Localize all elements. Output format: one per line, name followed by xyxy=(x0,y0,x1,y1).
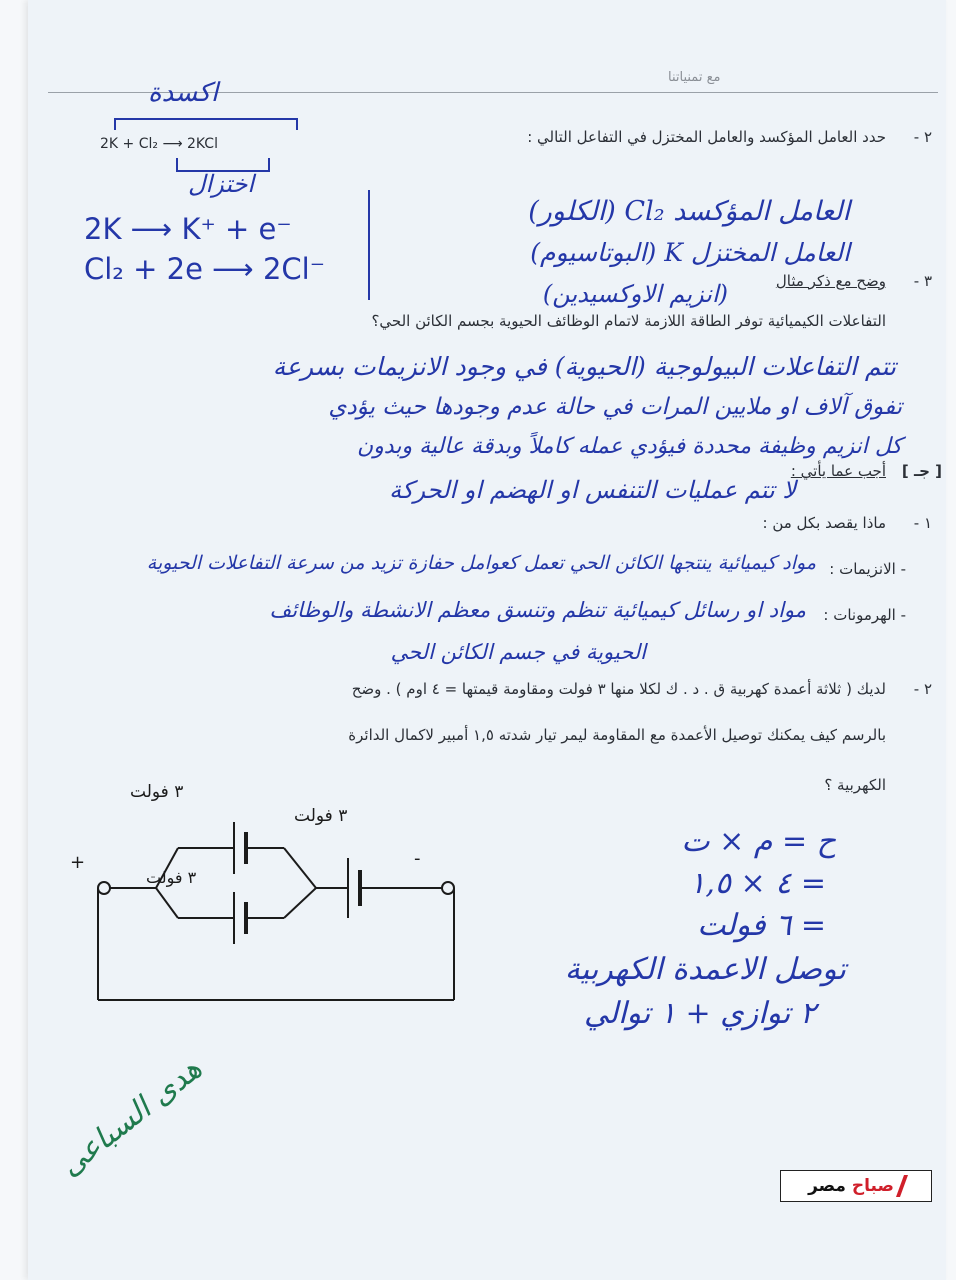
answer-divider xyxy=(368,190,370,300)
half-equation-1: 2K ⟶ K⁺ + e⁻ xyxy=(84,212,292,246)
c-q2-line3: الكهربية ؟ xyxy=(824,776,886,794)
circuit-diagram xyxy=(58,770,478,1020)
hormones-answer-1: مواد او رسائل كيميائية تنظم وتنسق معظم الانشطة والوظائف xyxy=(269,598,806,622)
q3-answer-line3: كل انزيم وظيفة محددة فيؤدي عمله كاملاً وبدقة عالية وبدون xyxy=(357,434,902,459)
terminal-left-sign: + xyxy=(70,852,86,873)
c-q2-line1: لديك ( ثلاثة أعمدة كهربية ق . د . ك لكلا منها ٣ فولت ومقاومة قيمتها = ٤ اوم ) . وضح xyxy=(351,680,886,698)
calc-line3: = ٦ فولت xyxy=(697,908,826,943)
oxidation-bracket xyxy=(114,118,298,130)
cell-mid-label: ٣ فولت xyxy=(146,868,197,887)
exam-page xyxy=(28,0,946,1280)
q2-prompt: حدد العامل المؤكسد والعامل المختزل في التفاعل التالي : xyxy=(527,128,886,146)
reduction-label: اختزال xyxy=(188,170,255,198)
calc-line4: توصل الاعمدة الكهربية xyxy=(564,952,846,987)
signature: هدى السباعى xyxy=(53,1051,209,1184)
header-partial-text: مع تمنياتنا xyxy=(668,70,721,85)
terminal-right-sign: - xyxy=(414,848,421,869)
c-q1-number: ١ - xyxy=(913,514,932,532)
half-equation-2: Cl₂ + 2e ⟶ 2Cl⁻ xyxy=(84,252,326,286)
q3-answer-line2: تفوق آلاف او ملايين المرات في حالة عدم وجودها حيث يؤدي xyxy=(328,394,902,420)
answer-oxidizing: العامل المؤكسد Cl₂ (الكلور) xyxy=(528,196,850,227)
calc-line5: ٢ توازي + ١ توالي xyxy=(583,996,816,1031)
calc-line2: = ٤ × ١,٥ xyxy=(689,866,826,901)
hormones-answer-2: الحيوية في جسم الكائن الحي xyxy=(390,640,646,664)
cell-top-label: ٣ فولت xyxy=(130,782,184,802)
cell-right-label: ٣ فولت xyxy=(294,806,348,826)
answer-reducing: العامل المختزل K (البوتاسيوم) xyxy=(530,238,850,267)
q3-prompt-line1: وضح مع ذكر مثال xyxy=(775,272,886,290)
calc-line1: ح = م × ت xyxy=(681,824,836,859)
q2-equation: 2K + Cl₂ ⟶ 2KCl xyxy=(100,136,218,152)
c-q2-number: ٢ - xyxy=(913,680,932,698)
q3-answer-line1: تتم التفاعلات البيولوجية (الحيوية) في وجود الانزيمات بسرعة xyxy=(272,352,896,381)
q2-number: ٢ - xyxy=(913,128,932,146)
hormones-label: - الهرمونات : xyxy=(823,606,906,624)
enzymes-answer: مواد كيميائية ينتجها الكائن الحي تعمل كعوامل حفازة تزيد من سرعة التفاعلات الحيوية xyxy=(146,552,816,574)
q3-hand-example: (انزيم الاوكسيدين) xyxy=(542,280,728,308)
oxidation-label: اكسدة xyxy=(148,78,219,108)
terminal-right xyxy=(442,882,454,894)
section-c-badge: [ جـ ] xyxy=(901,462,942,480)
terminal-left xyxy=(98,882,110,894)
q3-prompt-line2: التفاعلات الكيميائية توفر الطاقة اللازمة لاتمام الوظائف الحيوية بجسم الكائن الحي؟ xyxy=(371,312,886,330)
q3-number: ٣ - xyxy=(913,272,932,290)
enzymes-label: - الانزيمات : xyxy=(829,560,906,578)
watermark-logo: مصر صباح xyxy=(780,1170,932,1202)
section-c-title: أجب عما يأتي : xyxy=(790,462,886,480)
c-q2-line2: بالرسم كيف يمكنك توصيل الأعمدة مع المقاومة ليمر تيار شدته ١,٥ أمبير لاكمال الدائرة xyxy=(348,726,886,744)
q3-answer-line4: لا تتم عمليات التنفس او الهضم او الحركة xyxy=(389,476,796,504)
c-q1-prompt: ماذا يقصد بكل من : xyxy=(762,514,886,532)
